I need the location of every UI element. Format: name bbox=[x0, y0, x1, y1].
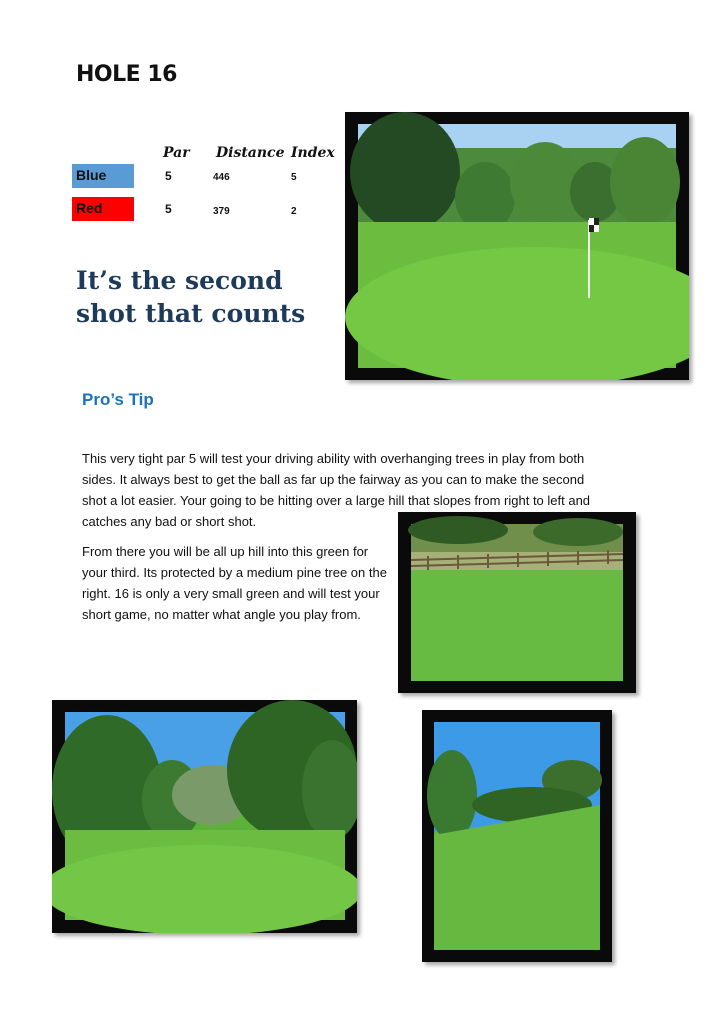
blue-index: 5 bbox=[291, 172, 297, 183]
hole-title: HOLE 16 bbox=[76, 62, 177, 87]
green-flag-image bbox=[345, 112, 689, 380]
pros-tip-heading: Pro’s Tip bbox=[82, 390, 154, 409]
index-header: Index bbox=[291, 145, 335, 161]
red-index: 2 bbox=[291, 206, 297, 217]
photo-fairway-trees bbox=[52, 700, 357, 933]
tee-blue-label: Blue bbox=[72, 164, 134, 188]
hillside-image bbox=[422, 710, 612, 962]
distance-header: Distance bbox=[216, 145, 285, 161]
fairway-trees-image bbox=[52, 700, 357, 933]
tee-red-label: Red bbox=[72, 197, 134, 221]
photo-green-flag bbox=[345, 112, 689, 380]
fairway-fence-image bbox=[398, 512, 636, 693]
photo-hillside bbox=[422, 710, 612, 962]
photo-fairway-fence bbox=[398, 512, 636, 693]
tagline: It’s the second shot that counts bbox=[76, 266, 306, 328]
par-header: Par bbox=[163, 145, 190, 161]
blue-distance: 446 bbox=[213, 172, 230, 183]
blue-par: 5 bbox=[165, 169, 172, 183]
red-distance: 379 bbox=[213, 206, 230, 217]
tip-paragraph-2: From there you will be all up hill into this green for your third. Its protected by a medium pine tree on the right. 16 is only a very small green and will test your short game, no matter what angle you play from. bbox=[82, 544, 387, 622]
red-par: 5 bbox=[165, 202, 172, 216]
tip-paragraph-1: This very tight par 5 will test your driving ability with overhanging trees in play from both sides. It always best to get the ball as far up the fairway as you can to make the second shot a lot easier. Your going to be hitting over a large hill that slopes from right to left and catches any bad or short shot. bbox=[82, 451, 591, 529]
